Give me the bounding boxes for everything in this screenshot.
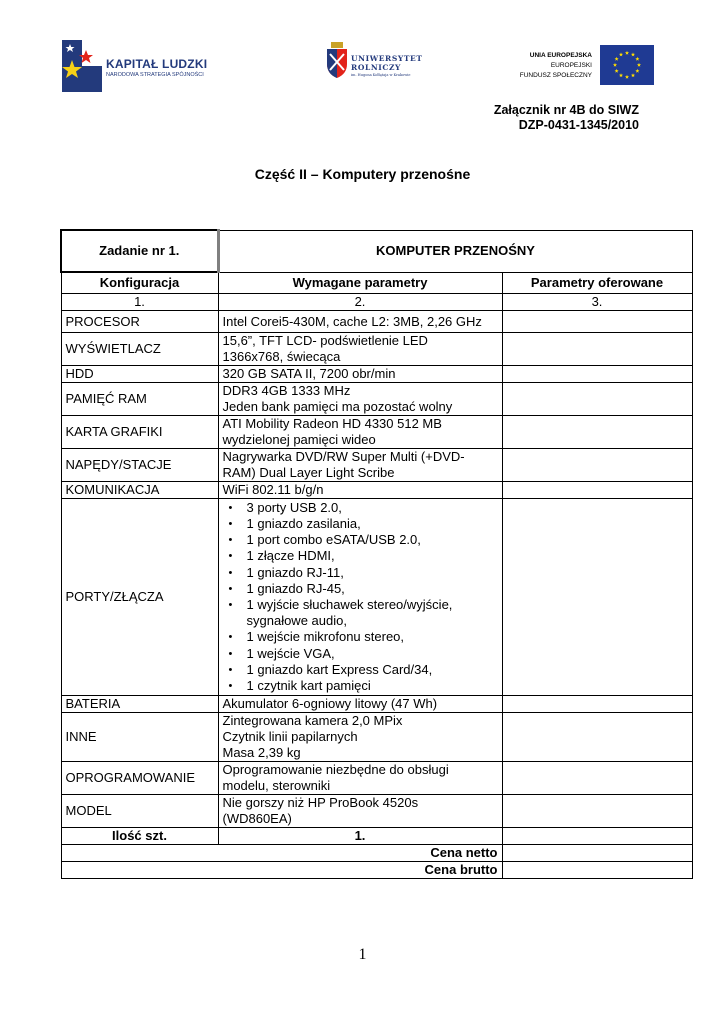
list-item: • 3 porty USB 2.0, [223,500,498,516]
row-label: WYŚWIETLACZ [61,333,218,366]
row-params [218,366,502,383]
row-label: KOMUNIKACJA [61,482,218,499]
kapital-ludzki-logo [62,40,222,92]
gross-price-label: Cena brutto [61,862,502,879]
ports-row [61,499,692,696]
list-item: • 1 wyjście słuchawek stereo/wyjście, sygnałowe audio, [223,597,498,629]
row-params [218,482,502,499]
ports-list [223,500,498,694]
offered-cell[interactable] [502,311,692,333]
university-name-line3: im. Hugona Kołłątaja w Krakowie [351,73,411,77]
offered-cell[interactable] [502,499,692,696]
row-label: PAMIĘĆ RAM [61,383,218,416]
list-item: • 1 gniazdo kart Express Card/34, [223,662,498,678]
column-number: 2. [218,294,502,311]
kapital-ludzki-title: KAPITAŁ LUDZKI [106,57,208,71]
offered-cell[interactable] [502,482,692,499]
param-line: 15,6”, TFT LCD- podświetlenie LED [222,333,428,348]
eu-title: UNIA EUROPEJSKA [529,52,592,59]
param-line: Oprogramowanie niezbędne do obsługi [222,762,449,777]
param-line: Nagrywarka DVD/RW Super Multi (+DVD- [222,449,465,464]
list-item: • 1 gniazdo RJ-11, [223,565,498,581]
task-label: Zadanie nr 1. [61,230,218,272]
list-item: • 1 gniazdo RJ-45, [223,581,498,597]
net-price-cell[interactable] [502,845,692,862]
page-number: 1 [358,946,367,963]
param-line: Zintegrowana kamera 2,0 MPix [222,713,403,728]
university-name-line2: ROLNICZY [351,63,402,72]
table-row [61,311,692,333]
header-wymagane: Wymagane parametry [218,272,502,294]
row-params [218,416,502,449]
param-line: Czytnik linii papilarnych [222,729,358,744]
net-price-label: Cena netto [61,845,502,862]
table-row [61,383,692,416]
row-label: PROCESOR [61,311,218,333]
param-line: Akumulator 6-ogniowy litowy (47 Wh) [222,696,438,711]
table-row [61,416,692,449]
table-row [61,449,692,482]
list-item: • 1 wejście mikrofonu stereo, [223,629,498,645]
param-line: modelu, sterowniki [222,778,331,793]
page-title: Część II – Komputery przenośne [254,166,471,182]
table-row [61,333,692,366]
param-line: Intel Corei5-430M, cache L2: 3MB, 2,26 GHz [222,313,482,329]
offered-cell[interactable] [502,828,692,845]
row-label: KARTA GRAFIKI [61,416,218,449]
param-line: Jeden bank pamięci ma pozostać wolny [222,399,453,414]
header-oferowane: Parametry oferowane [502,272,692,294]
eu-fund-line2: FUNDUSZ SPOŁECZNY [519,71,592,79]
offered-cell[interactable] [502,366,692,383]
row-label: NAPĘDY/STACJE [61,449,218,482]
param-line: Masa 2,39 kg [222,745,301,760]
table-row [61,696,692,713]
row-params [218,696,502,713]
ports-list-cell [218,499,502,696]
row-params [218,762,502,795]
column-number: 1. [61,294,218,311]
specification-table [60,229,693,879]
gross-price-cell[interactable] [502,862,692,879]
row-params [218,383,502,416]
offered-cell[interactable] [502,713,692,762]
row-params [218,713,502,762]
row-label: OPROGRAMOWANIE [61,762,218,795]
param-line: Nie gorszy niż HP ProBook 4520s [222,795,419,810]
list-item: • 1 gniazdo zasilania, [223,516,498,532]
eu-fund-line1: EUROPEJSKI [550,62,592,69]
attachment-number: Załącznik nr 4B do SIWZ [493,103,639,117]
document-reference [494,103,639,133]
offered-cell[interactable] [502,449,692,482]
case-number: DZP-0431-1345/2010 [518,118,639,132]
offered-cell[interactable] [502,416,692,449]
param-line: RAM) Dual Layer Light Scribe [222,465,395,480]
kapital-ludzki-emblem-icon [62,40,102,92]
param-line: 1366x768, świecąca [222,349,341,364]
list-item: • 1 złącze HDMI, [223,548,498,564]
row-label: PORTY/ZŁĄCZA [61,499,218,696]
net-price-row [61,845,692,862]
row-label: INNE [61,713,218,762]
row-params [218,311,502,333]
eu-flag-icon [600,45,654,85]
kapital-ludzki-subtitle: NARODOWA STRATEGIA SPÓJNOŚCI [106,72,204,78]
university-name-line1: UNIWERSYTET [351,54,423,63]
param-line: 320 GB SATA II, 7200 obr/min [222,366,396,381]
offered-cell[interactable] [502,333,692,366]
row-label: HDD [61,366,218,383]
column-number-row [61,294,692,311]
uniwersytet-rolniczy-logo [326,42,426,84]
offered-cell[interactable] [502,795,692,828]
table-row [61,762,692,795]
offered-cell[interactable] [502,696,692,713]
quantity-row [61,828,692,845]
header-konfiguracja: Konfiguracja [61,272,218,294]
row-label: MODEL [61,795,218,828]
table-row [61,795,692,828]
offered-cell[interactable] [502,762,692,795]
university-crest-icon [326,42,348,78]
list-item: • 1 wejście VGA, [223,646,498,662]
list-item: • 1 czytnik kart pamięci [223,678,498,694]
param-line: (WD860EA) [222,811,292,826]
header-row [61,272,692,294]
table-row [61,713,692,762]
row-params [218,449,502,482]
table-row [61,366,692,383]
table-row [61,482,692,499]
task-title: KOMPUTER PRZENOŚNY [218,230,692,272]
quantity-value: 1. [218,828,502,845]
list-item: • 1 port combo eSATA/USB 2.0, [223,532,498,548]
unia-europejska-logo [508,45,654,85]
param-line: wydzielonej pamięci wideo [222,432,376,447]
param-line: WiFi 802.11 b/g/n [222,482,324,497]
row-params [218,333,502,366]
offered-cell[interactable] [502,383,692,416]
row-params [218,795,502,828]
quantity-label: Ilość szt. [61,828,218,845]
param-line: ATI Mobility Radeon HD 4330 512 MB [222,416,442,431]
row-label: BATERIA [61,696,218,713]
gross-price-row [61,862,692,879]
param-line: DDR3 4GB 1333 MHz [222,383,351,398]
column-number: 3. [502,294,692,311]
task-row [61,230,692,272]
